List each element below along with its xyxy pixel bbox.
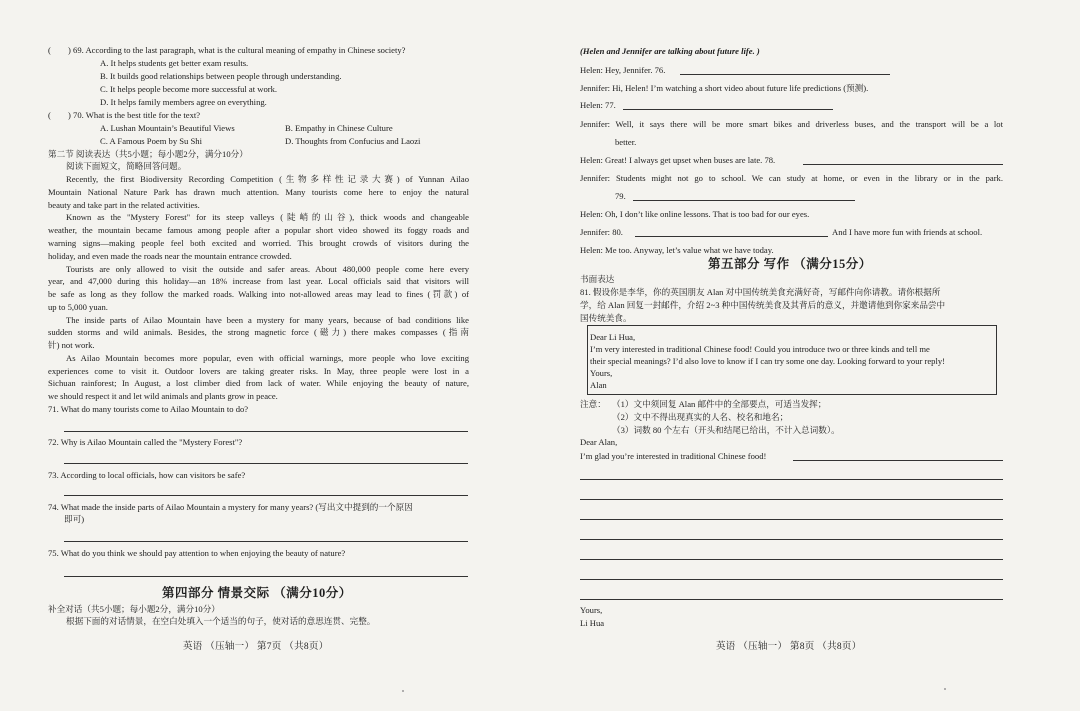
passage-line: warning signs—making people feel both excited and worried. This brought crowds of visitors during the [48, 238, 469, 248]
reply-greeting: Dear Alan, [580, 437, 618, 447]
q72-text: 72. Why is Ailao Mountain called the "Mystery Forest"? [48, 437, 243, 447]
part4-instruction: 根据下面的对话情景，在空白处填入一个适当的句子，使对话的意思连贯、完整。 [66, 616, 376, 626]
dialog-line-helen-78: Helen: Great! I always get upset when buses are late. 78. [580, 155, 776, 165]
writing-line[interactable] [580, 559, 1003, 560]
note-item: （1）文中须回复 Alan 邮件中的全部要点，可适当发挥； [612, 399, 827, 409]
section2-instruction: 阅读下面短文，简略回答问题。 [66, 161, 187, 171]
q73-text: 73. According to local officials, how can visitors be safe? [48, 470, 246, 480]
writing-line[interactable] [580, 499, 1003, 500]
part4-subtitle: 补全对话（共5小题；每小题2分，满分10分） [48, 604, 220, 614]
q70-stem: ( ) 70. What is the best title for the text? [48, 110, 201, 120]
reply-closing: Yours, [580, 605, 603, 615]
writing-prompt: 国传统美食。 [580, 313, 632, 323]
note-item: （3）词数 80 个左右（开头和结尾已给出，不计入总词数）。 [612, 425, 840, 435]
passage-line: year, and 47,000 during this holiday—an 18% increase from last year. Local officials said that visitors will [48, 276, 469, 286]
letter-signature: Alan [590, 380, 607, 390]
part5-title: 第五部分 写作 （满分15分） [708, 257, 872, 271]
passage-line: 针) not work. [48, 340, 95, 350]
writing-line[interactable] [580, 519, 1003, 520]
writing-prompt: 学，给 Alan 回复一封邮件，介绍 2~3 种中国传统美食及其背后的意义，并邀请他到你家来品尝中 [580, 300, 946, 310]
note-label: 注意： [580, 399, 606, 409]
passage-line: holiday, and even made the roads near the mountain entrance crowded. [48, 251, 292, 261]
dialog-intro: (Helen and Jennifer are talking about future life. ) [580, 46, 760, 56]
writing-prompt: 81. 假设你是李华，你的英国朋友 Alan 对中国传统美食充满好奇，写邮件向你请教。请你根据所 [580, 287, 941, 297]
passage-line: Mountain National Nature Park has drawn much attention. Many tourists come here to enjoy the natural [48, 187, 469, 197]
part4-title: 第四部分 情景交际 （满分10分） [162, 586, 352, 600]
passage-line: weather, the mountain became famous among people after a popular short video showed its foggy roads and [48, 225, 469, 235]
reply-signature: Li Hua [580, 618, 605, 628]
q74-text: 74. What made the inside parts of Ailao Mountain a mystery for many years? (写出文中提到的一个原因 [48, 502, 413, 512]
writing-label: 书面表达 [580, 274, 615, 284]
blank-79[interactable] [633, 200, 855, 201]
dialog-line-jennifer-80: Jennifer: 80. [580, 227, 623, 237]
passage-line: be safe as long as they follow the marked roads. Walking into not-allowed areas may lead to fines (罚款) of [48, 289, 469, 299]
letter-greeting: Dear Li Hua, [590, 332, 636, 342]
dialog-line-jennifer: Jennifer: Hi, Helen! I’m watching a short video about future life predictions (预测). [580, 83, 869, 93]
writing-line[interactable] [580, 579, 1003, 580]
passage-line: we should respect it and let wild animals and plants grow in peace. [48, 391, 278, 401]
passage-line: up to 5,000 yuan. [48, 302, 108, 312]
dialog-line-helen-76: Helen: Hey, Jennifer. 76. [580, 65, 666, 75]
dialog-line-jennifer-80-cont: And I have more fun with friends at school. [832, 227, 983, 237]
blank-78[interactable] [803, 164, 1003, 165]
dialog-line-helen: Helen: Me too. Anyway, let’s value what we have today. [580, 245, 774, 255]
passage-line: beauty and take part in the related activities. [48, 200, 200, 210]
passage-line: Sichuan rainforest; In August, a lost climber died from lack of water. While enjoying the beauty of nature, [48, 378, 469, 388]
q69-option-b: B. It builds good relationships between people through understanding. [100, 71, 342, 81]
scan-speck [944, 688, 946, 690]
q71-text: 71. What do many tourists come to Ailao Mountain to do? [48, 404, 249, 414]
letter-body: their special meanings? I’d also love to know if I can try some one day. Looking forward to your reply! [590, 356, 946, 366]
passage-line: Known as the "Mystery Forest" for its steep valleys (陡峭的山谷), thick woods and changeable [66, 212, 469, 222]
blank-80[interactable] [635, 236, 828, 237]
q73-answer-line[interactable] [64, 495, 468, 496]
dialog-line-jennifer: Jennifer: Well, it says there will be more smart bikes and driverless buses, and the transport will be a lot [580, 119, 1003, 129]
writing-line[interactable] [793, 460, 1003, 461]
passage-line: Tourists are only allowed to visit the outside and safer areas. About 480,000 people come here every [66, 264, 469, 274]
q74-text-cont: 即可) [64, 514, 85, 524]
section2-title: 第二节 阅读表达（共5小题；每小题2分，满分10分） [48, 149, 248, 159]
note-item: （2）文中不得出现真实的人名、校名和地名； [612, 412, 789, 422]
scan-speck [402, 690, 404, 692]
q70-option-d: D. Thoughts from Confucius and Laozi [285, 136, 421, 146]
q70-option-c: C. A Famous Poem by Su Shi [100, 136, 202, 146]
q71-answer-line[interactable] [64, 431, 468, 432]
q75-answer-line[interactable] [64, 576, 468, 577]
q74-answer-line[interactable] [64, 541, 468, 542]
blank-77[interactable] [623, 109, 833, 110]
q72-answer-line[interactable] [64, 463, 468, 464]
passage-line: As Ailao Mountain becomes more popular, even with official warnings, more people who love exciting [66, 353, 469, 363]
writing-line[interactable] [580, 599, 1003, 600]
q69-stem: ( ) 69. According to the last paragraph, what is the cultural meaning of empathy in Chinese society? [48, 45, 406, 55]
passage-line: The inside parts of Ailao Mountain have been a mystery for many years, because of bad conditions like [66, 315, 469, 325]
q69-option-a: A. It helps students get better exam results. [100, 58, 249, 68]
dialog-line-helen: Helen: Oh, I don’t like online lessons. That is too bad for our eyes. [580, 209, 810, 219]
q75-text: 75. What do you think we should pay attention to when enjoying the beauty of nature? [48, 548, 346, 558]
page-8-footer: 英语 （压轴一） 第8页 （共8页） [716, 642, 862, 652]
passage-line: experiences come to visit it. Outdoor lovers are taking greater risks. In May, three people were lost in a [48, 366, 469, 376]
q69-option-d: D. It helps family members agree on everything. [100, 97, 267, 107]
q69-option-c: C. It helps people become more successful at work. [100, 84, 278, 94]
reply-first-sentence: I’m glad you’re interested in traditional Chinese food! [580, 451, 767, 461]
dialog-line-jennifer-79: 79. [615, 191, 626, 201]
page-7-footer: 英语 （压轴一） 第7页 （共8页） [183, 642, 329, 652]
writing-line[interactable] [580, 479, 1003, 480]
dialog-line-helen-77: Helen: 77. [580, 100, 616, 110]
letter-closing: Yours, [590, 368, 613, 378]
q70-option-b: B. Empathy in Chinese Culture [285, 123, 393, 133]
passage-line: Recently, the first Biodiversity Recording Competition (生物多样性记录大赛) of Yunnan Ailao [66, 174, 469, 184]
passage-line: sudden storms and wild animals. Besides, the strong magnetic force (磁力) there makes compasses (指南 [48, 327, 469, 337]
letter-body: I’m very interested in traditional Chinese food! Could you introduce two or three kinds and tell me [590, 344, 930, 354]
q70-option-a: A. Lushan Mountain’s Beautiful Views [100, 123, 235, 133]
letter-box [587, 325, 997, 395]
blank-76[interactable] [680, 74, 890, 75]
dialog-line-jennifer: Jennifer: Students might not go to school. We can study at home, or even in the library or in the park. [580, 173, 1003, 183]
writing-line[interactable] [580, 539, 1003, 540]
dialog-line-jennifer-cont: better. [615, 137, 637, 147]
